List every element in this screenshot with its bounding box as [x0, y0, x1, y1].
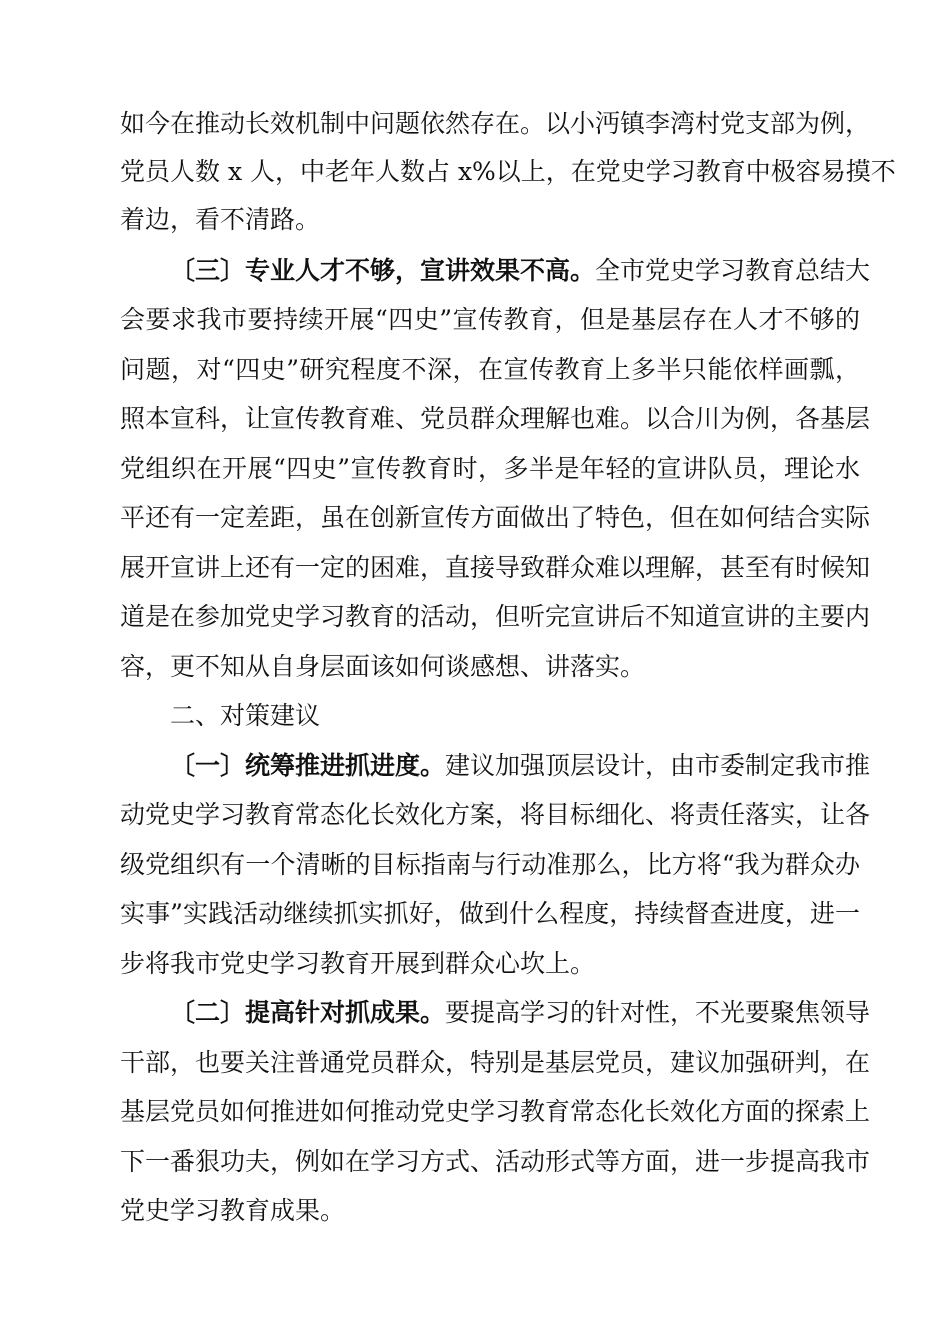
section-three-first-rest: 全市党史学习教育总结大	[595, 256, 871, 285]
suggestion-two-lead: 〔二〕提高针对抓成果。	[170, 998, 446, 1027]
section-three-line-8: 道是在参加党史学习教育的活动，但听完宣讲后不知道宣讲的主要内	[120, 602, 871, 631]
suggestion-one-first-rest: 建议加强顶层设计，由市委制定我市推	[445, 751, 871, 780]
suggestion-one-lead: 〔一〕统筹推进抓进度。	[170, 751, 446, 780]
section-three-line-4: 照本宣科，让宣传教育难、党员群众理解也难。以合川为例，各基层	[120, 404, 871, 433]
suggestion-one-line-3: 级党组织有一个清晰的目标指南与行动准那么，比方将“我为群众办	[120, 850, 860, 879]
section-three-line-7: 展开宣讲上还有一定的困难，直接导致群众难以理解，甚至有时候知	[120, 553, 871, 582]
section-three-line-3: 问题，对“四史”研究程度不深，在宣传教育上多半只能依样画瓢，	[120, 355, 860, 384]
section-three-lead: 〔三〕专业人才不够，宣讲效果不高。	[170, 256, 596, 285]
section-three-line-1	[170, 255, 871, 287]
suggestion-two-line-2: 干部，也要关注普通党员群众，特别是基层党员，建议加强研判，在	[120, 1048, 871, 1077]
suggestion-one-line-5: 步将我市党史学习教育开展到群众心坎上。	[120, 949, 596, 978]
suggestion-two-line-5: 党史学习教育成果。	[120, 1196, 346, 1225]
suggestion-two-first-rest: 要提高学习的针对性，不光要聚焦领导	[445, 998, 871, 1027]
suggestion-one-line-1	[170, 750, 871, 782]
suggestion-one-line-2: 动党史学习教育常态化长效化方案，将目标细化、将责任落实，让各	[120, 800, 871, 829]
section-three-line-6: 平还有一定差距，虽在创新宣传方面做出了特色，但在如何结合实际	[120, 503, 871, 532]
section-three-line-2: 会要求我市要持续开展“四史”宣传教育，但是基层存在人才不够的	[120, 305, 860, 334]
intro-line-3: 着边，看不清路。	[120, 205, 321, 234]
suggestion-one-line-4: 实事”实践活动继续抓实抓好，做到什么程度，持续督查进度，进一	[120, 899, 860, 928]
intro-line-1: 如今在推动长效机制中问题依然存在。以小沔镇李湾村党支部为例，	[120, 109, 871, 138]
suggestion-two-line-4: 下一番狠功夫，例如在学习方式、活动形式等方面，进一步提高我市	[120, 1147, 871, 1176]
heading-countermeasures: 二、对策建议	[170, 701, 321, 730]
section-three-line-5: 党组织在开展“四史”宣传教育时，多半是年轻的宣讲队员，理论水	[120, 454, 860, 483]
section-three-line-9: 容，更不知从自身层面该如何谈感想、讲落实。	[120, 652, 646, 681]
intro-line-2: 党员人数 x 人，中老年人数占 x%以上，在党史学习教育中极容易摸不	[120, 157, 896, 186]
suggestion-two-line-3: 基层党员如何推进如何推动党史学习教育常态化长效化方面的探索上	[120, 1097, 871, 1126]
suggestion-two-line-1	[170, 997, 871, 1029]
